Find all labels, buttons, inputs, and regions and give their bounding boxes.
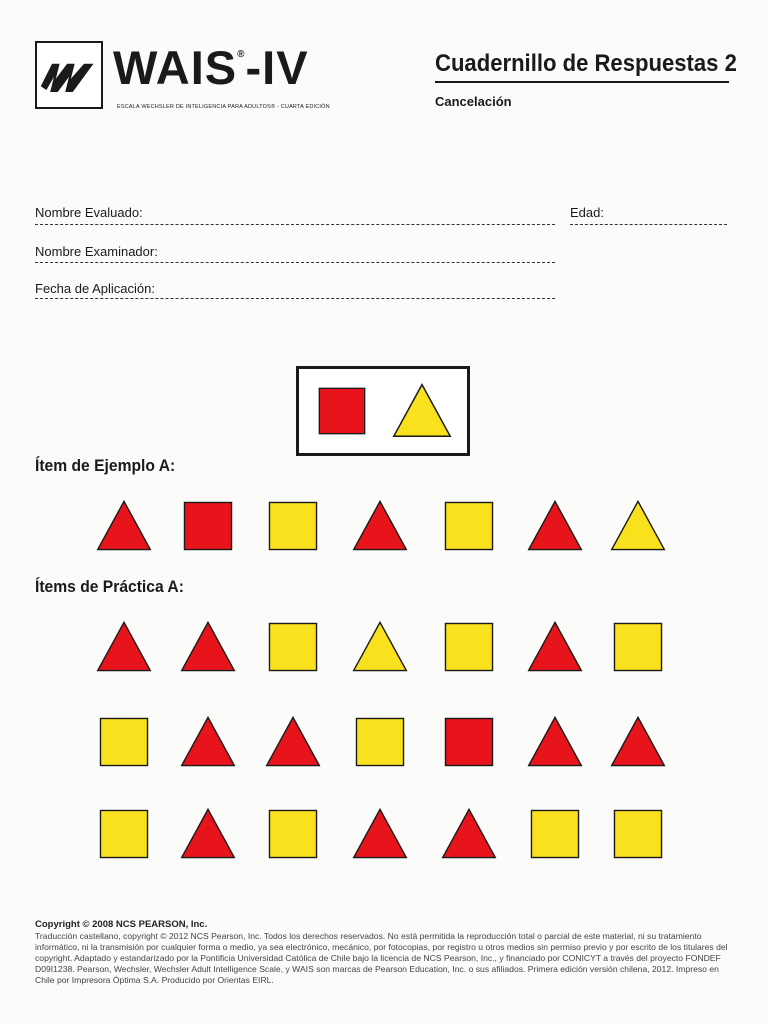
field-label-edad: Edad:	[570, 205, 604, 220]
practice-shape-r3-1-yellow-square[interactable]	[96, 806, 152, 862]
example-shape-2-red-square[interactable]	[180, 498, 236, 554]
copyright-notice	[35, 919, 735, 986]
target-shape-red-square[interactable]	[315, 384, 369, 438]
example-shape-3-yellow-square[interactable]	[265, 498, 321, 554]
wais-logo-mark	[35, 41, 103, 109]
practice-items-title: Ítems de Práctica A:	[35, 577, 184, 596]
subtest-name: Cancelación	[435, 94, 512, 109]
example-shape-6-red-triangle[interactable]	[527, 498, 583, 554]
booklet-title: Cuadernillo de Respuestas 2	[435, 50, 737, 77]
practice-shape-r2-1-yellow-square[interactable]	[96, 714, 152, 770]
example-shape-1-red-triangle[interactable]	[96, 498, 152, 554]
practice-shape-r3-2-red-triangle[interactable]	[180, 806, 236, 862]
example-shape-7-yellow-triangle[interactable]	[610, 498, 666, 554]
field-line-edad[interactable]	[570, 224, 727, 225]
field-line-fecha-aplicacion[interactable]	[35, 298, 555, 299]
example-shape-5-yellow-square[interactable]	[441, 498, 497, 554]
field-label-nombre-examinador: Nombre Examinador:	[35, 244, 158, 259]
practice-shape-r1-7-yellow-square[interactable]	[610, 619, 666, 675]
practice-shape-r1-4-yellow-triangle[interactable]	[352, 619, 408, 675]
logo-subtitle: ESCALA WECHSLER DE INTELIGENCIA PARA ADULTOS® - CUARTA EDICIÓN	[117, 104, 330, 110]
example-item-title: Ítem de Ejemplo A:	[35, 456, 176, 475]
practice-shape-r1-3-yellow-square[interactable]	[265, 619, 321, 675]
practice-shape-r3-4-red-triangle[interactable]	[352, 806, 408, 862]
logo-wordmark: WAIS®-IV	[113, 41, 309, 94]
title-underline	[435, 81, 729, 83]
field-line-nombre-examinador[interactable]	[35, 262, 555, 263]
field-line-nombre-evaluado[interactable]	[35, 224, 555, 225]
practice-shape-r3-5-red-triangle[interactable]	[441, 806, 497, 862]
copyright-heading: Copyright © 2008 NCS PEARSON, Inc.	[35, 919, 208, 930]
field-label-nombre-evaluado: Nombre Evaluado:	[35, 205, 143, 220]
w-logo-icon	[37, 43, 101, 107]
practice-shape-r2-5-red-square[interactable]	[441, 714, 497, 770]
example-shape-4-red-triangle[interactable]	[352, 498, 408, 554]
copyright-body: Traducción castellano, copyright © 2012 NCS Pearson, Inc. Todos los derechos reservados. No está permitida la reproducción total o parcial de este material, ni su tratamiento informático, ni la transmisión por cualquier forma o medio, ya sea electrónico, mecánico, por fotocopias, por registro u otros medios sin permiso previo y por escrito de los titulares del copyright. Adaptado y estandarizado por la Pontificia Universidad Católica de Chile bajo la licencia de NCS Pearson, Inc., y financiado por CONICYT a través del proyecto FONDEF D09I1238. Pearson, Wechsler, Wechsler Adult Intelligence Scale, y WAIS son marcas de Pearson Education, Inc. o sus afiliados. Primera edición versión chilena, 2012. Impreso en Chile por Impresora Óptima S.A. Producido por Orientas EIRL.	[35, 931, 728, 986]
practice-shape-r1-6-red-triangle[interactable]	[527, 619, 583, 675]
practice-shape-r2-7-red-triangle[interactable]	[610, 714, 666, 770]
target-shape-yellow-triangle[interactable]	[392, 381, 452, 441]
practice-shape-r1-5-yellow-square[interactable]	[441, 619, 497, 675]
field-label-fecha-aplicacion: Fecha de Aplicación:	[35, 281, 155, 296]
practice-shape-r3-6-yellow-square[interactable]	[527, 806, 583, 862]
practice-shape-r1-2-red-triangle[interactable]	[180, 619, 236, 675]
practice-shape-r2-3-red-triangle[interactable]	[265, 714, 321, 770]
practice-shape-r1-1-red-triangle[interactable]	[96, 619, 152, 675]
practice-shape-r2-4-yellow-square[interactable]	[352, 714, 408, 770]
practice-shape-r3-3-yellow-square[interactable]	[265, 806, 321, 862]
practice-shape-r2-2-red-triangle[interactable]	[180, 714, 236, 770]
practice-shape-r3-7-yellow-square[interactable]	[610, 806, 666, 862]
practice-shape-r2-6-red-triangle[interactable]	[527, 714, 583, 770]
